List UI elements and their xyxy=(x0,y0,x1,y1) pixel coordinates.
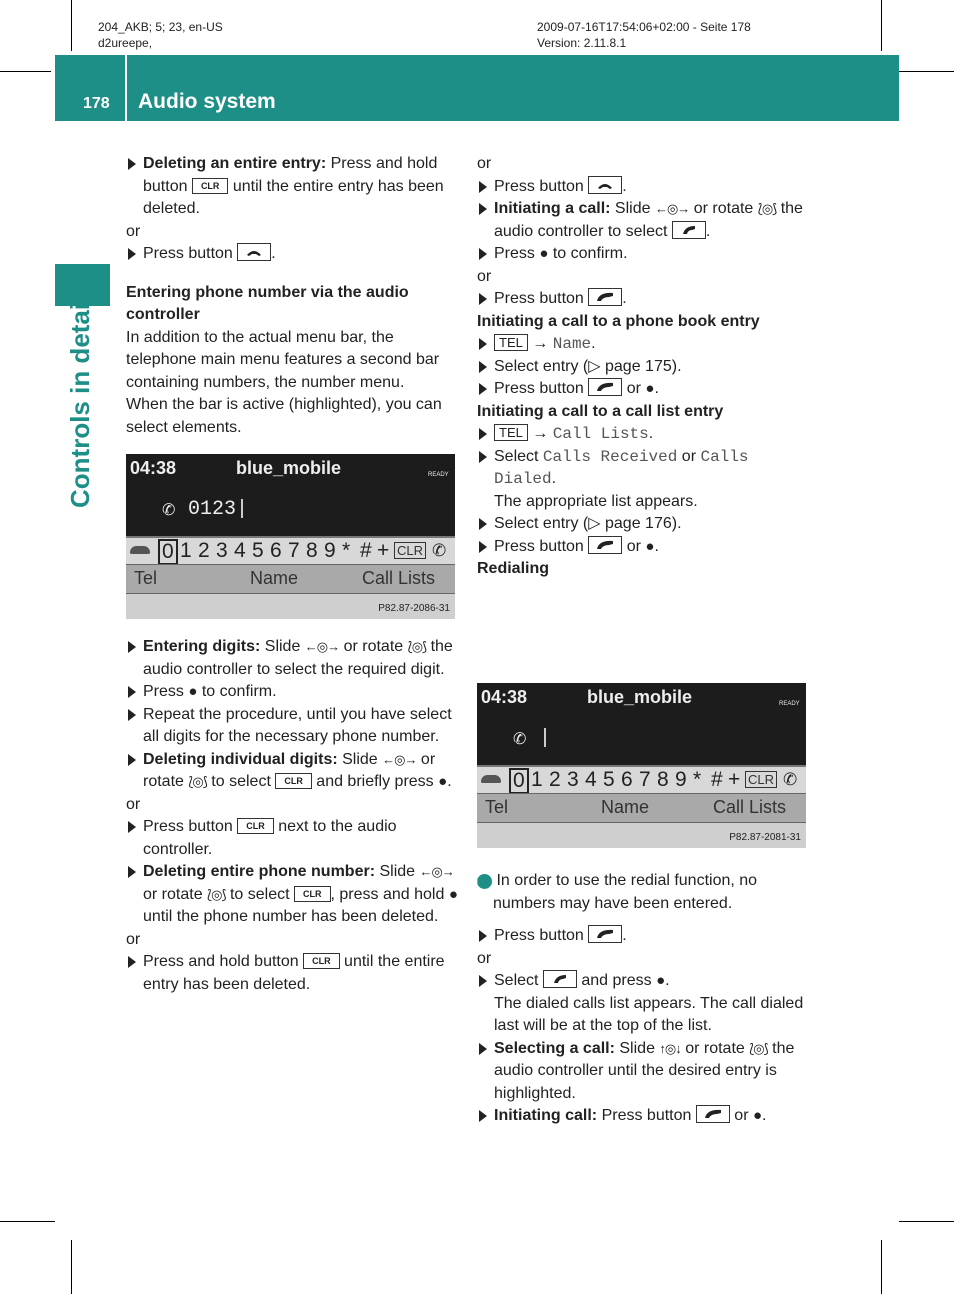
crop-mark xyxy=(881,0,882,51)
clr-key: CLR xyxy=(745,771,777,788)
digit: * xyxy=(342,539,351,562)
side-label: Controls in detail xyxy=(65,295,95,508)
rotate-controller-icon: ⟅◎⟆ xyxy=(757,201,777,216)
item-text: Press and hold button xyxy=(143,155,438,195)
phone-icon: ✆ xyxy=(162,502,176,519)
screen-device-name: blue_mobile xyxy=(236,458,342,478)
end-call-icon xyxy=(481,775,501,783)
menu-name: Calls Dialed xyxy=(494,447,749,488)
digit: 7 xyxy=(288,539,300,562)
clr-key-icon: CLR xyxy=(303,953,340,969)
list-item xyxy=(126,153,460,221)
item-text: Slide xyxy=(337,750,383,768)
item-bold: Selecting a call: xyxy=(494,1039,615,1057)
item-text: . xyxy=(551,470,557,487)
call-key-icon xyxy=(672,221,706,239)
bullet-arrow-icon xyxy=(128,866,136,878)
tel-key-icon: TEL xyxy=(494,334,528,351)
item-text: . xyxy=(665,972,670,989)
item-text: . xyxy=(622,177,627,195)
press-controller-icon: ● xyxy=(752,1107,763,1124)
item-text: Repeat the procedure, until you have select all digits for the necessary phone number. xyxy=(143,705,452,745)
bullet-arrow-icon xyxy=(479,361,487,373)
bullet-arrow-icon xyxy=(479,518,487,530)
list-item xyxy=(477,970,812,1038)
right-column xyxy=(477,153,812,581)
item-text: until the phone number has been deleted. xyxy=(143,908,439,925)
or-text: or xyxy=(477,155,492,172)
screen-time: 04:38 xyxy=(481,687,528,707)
item-text: to confirm. xyxy=(548,245,628,262)
item-text: Press button xyxy=(494,177,589,195)
slide-controller-icon: ←◎→ xyxy=(382,751,417,767)
display-screenshot xyxy=(126,454,455,619)
crop-mark xyxy=(0,71,51,72)
item-text: Press button xyxy=(143,818,238,835)
left-column-lower xyxy=(126,636,460,996)
list-item xyxy=(477,513,812,536)
digit: # xyxy=(360,539,372,562)
screen-ready: READY xyxy=(779,701,800,707)
bullet-arrow-icon xyxy=(128,754,136,766)
rotate-controller-icon: ⟅◎⟆ xyxy=(188,774,207,789)
call-key-icon xyxy=(588,925,622,943)
item-bold: Initiating call: xyxy=(494,1107,598,1124)
item-text: Select entry (▷ page 175). xyxy=(494,357,682,375)
digit: * xyxy=(693,768,702,791)
slide-controller-icon: ←◎→ xyxy=(419,864,454,879)
screen-ready: READY xyxy=(428,472,449,478)
list-item xyxy=(126,681,460,704)
crop-mark xyxy=(899,71,954,72)
bullet-arrow-icon xyxy=(128,158,136,170)
section-heading: Redialing xyxy=(477,560,550,577)
digit: 4 xyxy=(585,768,597,791)
paragraph: When the bar is active (highlighted), you can select elements. xyxy=(126,396,442,436)
call-key-icon xyxy=(543,970,577,988)
item-text: and press xyxy=(576,972,657,989)
list-item xyxy=(477,288,812,311)
digit: 2 xyxy=(198,539,210,562)
digit: 9 xyxy=(675,768,687,791)
print-meta-left xyxy=(98,19,223,51)
item-text: Select xyxy=(494,972,543,989)
item-bold: Entering digits: xyxy=(143,638,261,655)
list-item xyxy=(477,536,812,559)
clr-key-icon: CLR xyxy=(275,773,312,789)
item-text: . xyxy=(762,1107,767,1124)
end-call-key-icon xyxy=(588,176,622,194)
or-text: or xyxy=(126,930,141,948)
digit: + xyxy=(377,539,390,562)
item-text: Slide xyxy=(614,1039,660,1057)
menu-name: Name xyxy=(552,335,592,353)
list-item xyxy=(477,378,812,401)
or-text: or xyxy=(126,222,141,240)
or-text: or xyxy=(477,949,492,967)
bullet-arrow-icon xyxy=(479,383,487,395)
list-item xyxy=(126,704,460,749)
list-item xyxy=(126,951,460,996)
bullet-arrow-icon xyxy=(128,709,136,721)
item-text: . xyxy=(654,380,659,397)
clr-key-icon: CLR xyxy=(237,818,274,834)
digit: 0 xyxy=(158,539,178,565)
list-item xyxy=(477,446,812,514)
menu-item: Name xyxy=(601,797,650,817)
press-controller-icon: ● xyxy=(645,380,655,397)
call-key-icon xyxy=(588,378,622,396)
crop-mark xyxy=(71,0,72,51)
crop-mark xyxy=(899,1221,954,1222)
left-column xyxy=(126,153,460,439)
item-text: or rotate xyxy=(339,638,408,655)
info-text: In order to use the redial function, no numbers may have been entered. xyxy=(493,872,758,912)
item-text: , press and hold xyxy=(330,885,449,903)
bullet-arrow-icon xyxy=(479,451,487,463)
slide-controller-icon: ←◎→ xyxy=(654,201,690,216)
item-text: or rotate xyxy=(689,200,758,217)
digit-bar xyxy=(477,765,806,795)
item-text: → xyxy=(527,425,553,442)
digit-bar xyxy=(126,536,455,566)
bullet-arrow-icon xyxy=(479,428,487,440)
item-text: or xyxy=(729,1107,753,1124)
digit: 9 xyxy=(324,539,336,562)
bullet-arrow-icon xyxy=(479,1043,487,1055)
right-column-lower xyxy=(474,870,812,1128)
item-text: The dialed calls list appears. The call dialed last will be at the top of the list. xyxy=(494,994,804,1034)
item-text: → xyxy=(527,335,553,352)
call-icon: ✆ xyxy=(783,770,798,789)
item-text: or xyxy=(622,380,646,397)
menu-item: Call Lists xyxy=(362,568,436,588)
menu-item: Tel xyxy=(485,797,509,817)
item-bold: Deleting entire phone number: xyxy=(143,863,376,880)
digit: 3 xyxy=(216,539,228,562)
item-text: Select entry (▷ page 176). xyxy=(494,515,682,532)
press-controller-icon: ● xyxy=(539,245,549,262)
item-text: . xyxy=(648,425,654,442)
section-heading: Initiating a call to a call list entry xyxy=(477,402,724,420)
bullet-arrow-icon xyxy=(479,248,487,260)
digit: 3 xyxy=(567,768,579,791)
section-heading: Entering phone number via the audio controller xyxy=(126,283,409,323)
digit: 1 xyxy=(531,768,543,791)
screen-number: 0123| xyxy=(188,498,249,521)
call-icon: ✆ xyxy=(432,541,447,560)
item-text: Select xyxy=(494,447,543,465)
bullet-arrow-icon xyxy=(128,248,136,260)
menu-item: Tel xyxy=(134,568,158,588)
item-text: . xyxy=(622,290,627,307)
bullet-arrow-icon xyxy=(479,541,487,553)
item-text: until the entire entry has been deleted. xyxy=(143,953,445,993)
digit: 7 xyxy=(639,768,651,791)
call-key-icon xyxy=(588,536,622,554)
menu-bar xyxy=(477,793,806,823)
screen-device-name: blue_mobile xyxy=(587,687,693,707)
list-item xyxy=(477,243,812,266)
digit: 6 xyxy=(621,768,633,791)
bullet-arrow-icon xyxy=(128,956,136,968)
item-bold: Initiating a call: xyxy=(494,200,611,217)
press-controller-icon: ● xyxy=(188,683,198,700)
item-text: Press button xyxy=(494,290,589,307)
end-call-icon xyxy=(130,546,150,554)
press-controller-icon: ● xyxy=(438,773,448,790)
digit: # xyxy=(711,768,723,791)
crop-mark xyxy=(881,1240,882,1294)
digit: 8 xyxy=(306,539,318,562)
list-item xyxy=(126,861,460,929)
list-item xyxy=(477,333,812,356)
item-text: to select xyxy=(225,885,295,903)
list-item xyxy=(477,1105,812,1128)
menu-bar xyxy=(126,564,455,594)
menu-name: Calls Received xyxy=(542,447,678,466)
press-controller-icon: ● xyxy=(645,537,655,555)
item-text: or rotate xyxy=(143,885,208,903)
digit: 5 xyxy=(252,539,264,562)
digit: 2 xyxy=(549,768,561,791)
item-text: or rotate xyxy=(143,750,436,790)
digit: + xyxy=(728,768,741,791)
item-text: and briefly press xyxy=(311,773,439,790)
menu-item: Name xyxy=(250,568,299,588)
crop-mark xyxy=(71,1240,72,1294)
bullet-arrow-icon xyxy=(479,338,487,350)
slide-controller-icon: ↑◎↓ xyxy=(659,1040,681,1056)
or-text: or xyxy=(477,267,492,285)
item-text: to select xyxy=(206,773,276,790)
rotate-controller-icon: ⟅◎⟆ xyxy=(207,886,226,902)
bullet-arrow-icon xyxy=(128,686,136,698)
section-heading: Initiating a call to a phone book entry xyxy=(477,312,760,330)
image-code: P82.87-2086-31 xyxy=(378,603,450,614)
item-text: or xyxy=(622,537,646,555)
item-text: Press xyxy=(143,683,189,700)
bullet-arrow-icon xyxy=(479,975,487,987)
call-key-icon xyxy=(696,1105,730,1123)
list-item xyxy=(477,1038,812,1106)
item-text: next to the audio controller. xyxy=(143,818,397,858)
info-note xyxy=(474,870,812,915)
info-icon: i xyxy=(477,874,492,889)
screen-number: | xyxy=(539,727,552,750)
press-controller-icon: ● xyxy=(448,885,458,903)
item-text: Press button xyxy=(494,927,589,944)
image-code: P82.87-2081-31 xyxy=(729,832,801,843)
menu-item: Call Lists xyxy=(713,797,787,817)
bullet-arrow-icon xyxy=(479,181,487,193)
list-item xyxy=(477,423,812,446)
bullet-arrow-icon xyxy=(128,821,136,833)
item-text: . xyxy=(447,773,452,790)
item-text: the audio controller to select xyxy=(494,200,803,240)
display-screenshot xyxy=(477,683,806,848)
header-separator xyxy=(125,55,127,121)
rotate-controller-icon: ⟅◎⟆ xyxy=(407,639,427,654)
item-text: The appropriate list appears. xyxy=(494,492,698,510)
meta-line: 204_AKB; 5; 23, en-US xyxy=(98,20,223,34)
digit: 8 xyxy=(657,768,669,791)
list-item xyxy=(126,816,460,861)
item-bold: Deleting individual digits: xyxy=(143,750,338,768)
digit: 6 xyxy=(270,539,282,562)
clr-key-icon: CLR xyxy=(294,886,331,902)
digit: 5 xyxy=(603,768,615,791)
item-text: the audio controller to select the required digit. xyxy=(143,638,453,678)
item-text: Slide xyxy=(260,638,305,655)
list-item xyxy=(477,176,812,199)
slide-controller-icon: ←◎→ xyxy=(304,639,340,654)
clr-key: CLR xyxy=(394,542,426,559)
crop-mark xyxy=(0,1221,55,1222)
digit: 0 xyxy=(509,768,529,794)
item-bold: Deleting an entire entry: xyxy=(143,155,327,172)
item-text: to confirm. xyxy=(197,683,277,700)
item-text: . xyxy=(705,222,711,240)
page-number: 178 xyxy=(83,95,110,112)
meta-line: Version: 2.11.8.1 xyxy=(537,36,627,50)
meta-line: d2ureepe, xyxy=(98,36,153,50)
item-text: Press button xyxy=(597,1107,696,1124)
screen-time: 04:38 xyxy=(130,458,177,478)
call-key-icon xyxy=(588,288,622,306)
paragraph: In addition to the actual menu bar, the telephone main menu features a second bar containing numbers, the number menu. xyxy=(126,328,440,391)
item-text: Press xyxy=(494,245,540,262)
list-item: Press button . xyxy=(126,243,460,266)
list-item xyxy=(126,749,460,794)
digit: 1 xyxy=(180,539,192,562)
menu-name: Call Lists xyxy=(552,425,649,443)
item-text: Press and hold button xyxy=(143,953,304,970)
item-text: . xyxy=(622,927,627,944)
digit: 4 xyxy=(234,539,246,562)
press-controller-icon: ● xyxy=(656,972,666,989)
bullet-arrow-icon xyxy=(479,293,487,305)
bullet-arrow-icon xyxy=(479,930,487,942)
bullet-arrow-icon xyxy=(479,203,487,215)
list-item xyxy=(126,636,460,681)
list-item xyxy=(477,925,812,948)
or-text: or xyxy=(126,795,141,813)
item-text: or rotate xyxy=(680,1039,750,1057)
bullet-arrow-icon xyxy=(128,641,136,653)
clr-key-icon: CLR xyxy=(192,178,229,194)
item-text: until the entire entry has been deleted. xyxy=(143,177,444,217)
item-text: the audio controller until the desired entry is highlighted. xyxy=(494,1039,795,1102)
list-item xyxy=(477,356,812,379)
tel-key-icon: TEL xyxy=(494,424,528,441)
item-text: Press button xyxy=(494,537,589,555)
bullet-arrow-icon xyxy=(479,1110,487,1122)
end-call-key-icon xyxy=(237,243,271,261)
item-text: Slide xyxy=(610,200,655,217)
item-text: . xyxy=(654,537,659,555)
phone-icon: ✆ xyxy=(513,731,527,748)
item-text: Press button xyxy=(143,245,238,262)
meta-line: 2009-07-16T17:54:06+02:00 - Seite 178 xyxy=(537,20,751,34)
rotate-controller-icon: ⟅◎⟆ xyxy=(749,1040,768,1056)
item-text: Slide xyxy=(375,863,420,880)
print-meta-right xyxy=(537,19,751,51)
list-item xyxy=(477,198,812,243)
section-title: Audio system xyxy=(138,90,276,113)
item-text: or xyxy=(677,447,701,465)
item-text: Press button xyxy=(494,380,589,397)
item-text: . xyxy=(591,335,596,352)
